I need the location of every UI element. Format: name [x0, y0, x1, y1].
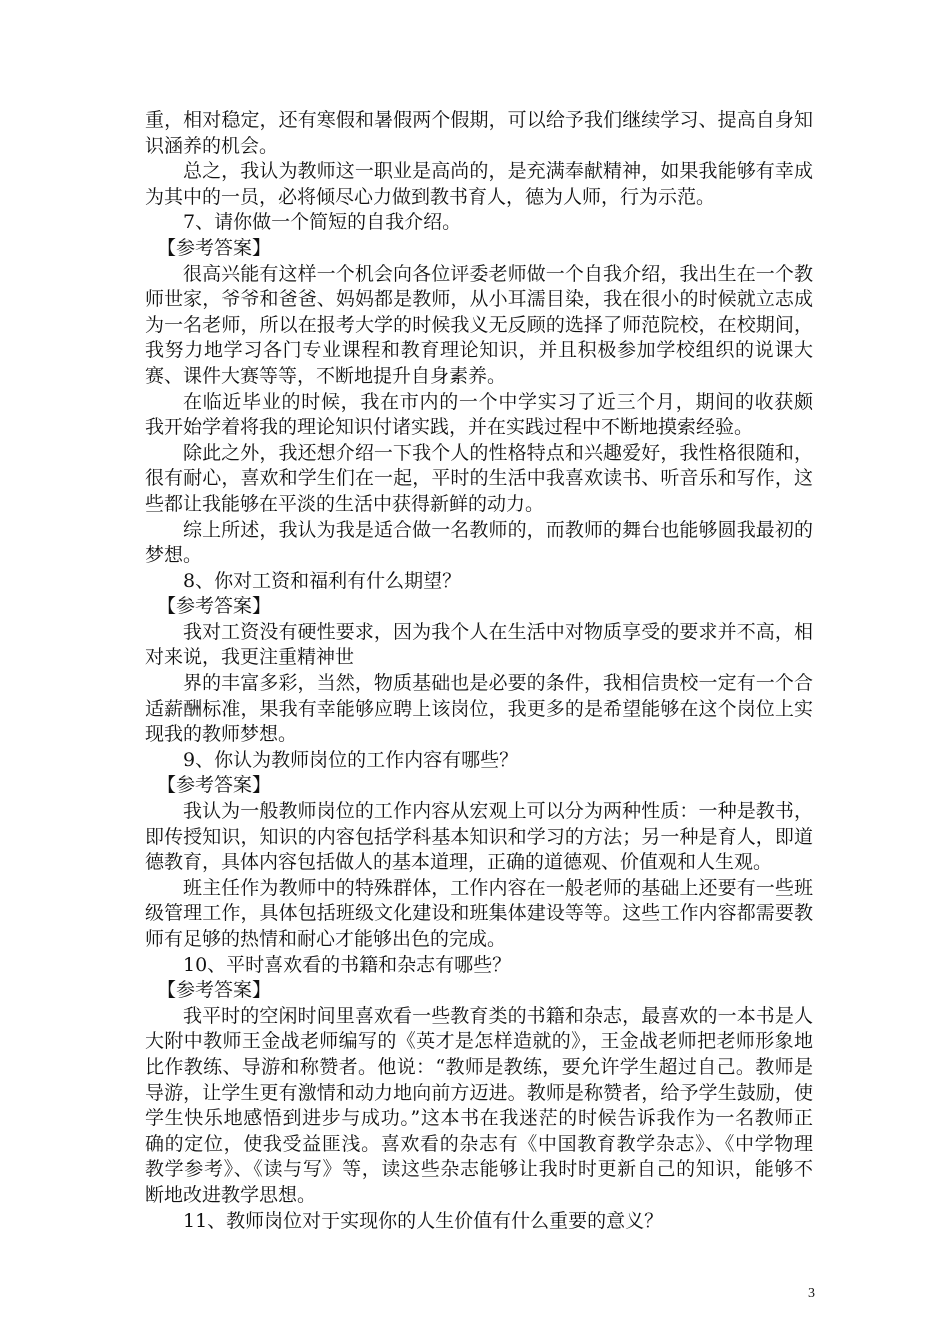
paragraph-start-line: 7、请你做一个简短的自我介绍。 [183, 211, 462, 234]
text-line: 些都让我能够在平淡的生活中获得新鲜的动力。 [145, 492, 545, 515]
text-line: 梦想。 [145, 544, 203, 567]
paragraph-start-line: 我平时的空闲时间里喜欢看一些教育类的书籍和杂志，最喜欢的一本书是人 [183, 1004, 813, 1027]
text-line: 我开始学着将我的理论知识付诸实践，并在实践过程中不断地摸索经验。 [145, 416, 754, 439]
text-line: 比作教练、导游和称赞者。他说：“教师是教练，要允许学生超过自己。教师是 [145, 1055, 813, 1078]
text-line: 级管理工作，具体包括班级文化建设和班集体建设等等。这些工作内容都需要教 [145, 902, 813, 925]
text-line: 为一名老师，所以在报考大学的时候我义无反顾的选择了师范院校，在校期间， [145, 313, 813, 336]
text-line: 确的定位，使我受益匪浅。喜欢看的杂志有《中国教育教学杂志》、《中学物理 [145, 1132, 813, 1155]
answer-label: 【参考答案】 [157, 979, 272, 1002]
text-line: 大附中教师王金战老师编写的《英才是怎样造就的》，王金战老师把老师形象地 [145, 1030, 813, 1053]
paragraph-start-line: 11、教师岗位对于实现你的人生价值有什么重要的意义？ [183, 1209, 664, 1232]
paragraph-start-line: 班主任作为教师中的特殊群体，工作内容在一般老师的基础上还要有一些班 [183, 876, 813, 899]
text-line: 师世家，爷爷和爸爸、妈妈都是教师，从小耳濡目染，我在很小的时候就立志成 [145, 288, 813, 311]
answer-label: 【参考答案】 [157, 774, 272, 797]
page-number: 3 [808, 1286, 815, 1301]
text-line: 赛、课件大赛等等，不断地提升自身素养。 [145, 364, 507, 387]
text-line: 适薪酬标准，果我有幸能够应聘上该岗位，我更多的是希望能够在这个岗位上实 [145, 697, 813, 720]
paragraph-start-line: 在临近毕业的时候，我在市内的一个中学实习了近三个月，期间的收获颇 [183, 390, 813, 413]
text-line: 为其中的一员，必将倾尽心力做到教书育人，德为人师，行为示范。 [145, 185, 716, 208]
paragraph-start-line: 10、平时喜欢看的书籍和杂志有哪些？ [183, 953, 512, 976]
body-text [145, 108, 813, 1234]
paragraph-start-line: 综上所述，我认为我是适合做一名教师的，而教师的舞台也能够圆我最初的 [183, 518, 813, 541]
text-line: 断地改进教学思想。 [145, 1183, 317, 1206]
text-line: 现我的教师梦想。 [145, 723, 298, 746]
paragraph-start-line: 除此之外，我还想介绍一下我个人的性格特点和兴趣爱好，我性格很随和， [183, 441, 813, 464]
paragraph-start-line: 很高兴能有这样一个机会向各位评委老师做一个自我介绍，我出生在一个教 [183, 262, 813, 285]
answer-label: 【参考答案】 [157, 236, 272, 259]
text-line: 重，相对稳定，还有寒假和暑假两个假期，可以给予我们继续学习、提高自身知 [145, 109, 813, 131]
paragraph-start-line: 界的丰富多彩，当然，物质基础也是必要的条件，我相信贵校一定有一个合 [183, 672, 813, 695]
text-line: 对来说，我更注重精神世 [145, 646, 355, 669]
answer-label: 【参考答案】 [157, 595, 272, 618]
text-line: 我努力地学习各门专业课程和教育理论知识，并且积极参加学校组织的说课大 [145, 339, 813, 362]
text-line: 很有耐心，喜欢和学生们在一起，平时的生活中我喜欢读书、听音乐和写作，这 [145, 467, 813, 490]
paragraph-start-line: 8、你对工资和福利有什么期望？ [183, 569, 462, 592]
paragraph-start-line: 9、你认为教师岗位的工作内容有哪些？ [183, 748, 519, 771]
text-line: 识涵养的机会。 [145, 134, 279, 157]
text-line: 即传授知识，知识的内容包括学科基本知识和学习的方法；另一种是育人，即道 [145, 825, 813, 848]
paragraph-start-line: 总之，我认为教师这一职业是高尚的，是充满奉献精神，如果我能够有幸成 [183, 160, 813, 183]
text-line: 教学参考》、《读与写》等，读这些杂志能够让我时时更新自己的知识，能够不 [145, 1158, 813, 1181]
paragraph-start-line: 我对工资没有硬性要求，因为我个人在生活中对物质享受的要求并不高，相 [183, 620, 813, 643]
text-line: 德教育，具体内容包括做人的基本道理，正确的道德观、价值观和人生观。 [145, 851, 773, 874]
text-line: 导游，让学生更有激情和动力地向前方迈进。教师是称赞者，给予学生鼓励，使 [145, 1081, 813, 1104]
text-line: 学生快乐地感悟到进步与成功。”这本书在我迷茫的时候告诉我作为一名教师正 [145, 1107, 813, 1130]
paragraph-start-line: 我认为一般教师岗位的工作内容从宏观上可以分为两种性质：一种是教书， [183, 800, 813, 823]
text-line: 师有足够的热情和耐心才能够出色的完成。 [145, 928, 507, 950]
